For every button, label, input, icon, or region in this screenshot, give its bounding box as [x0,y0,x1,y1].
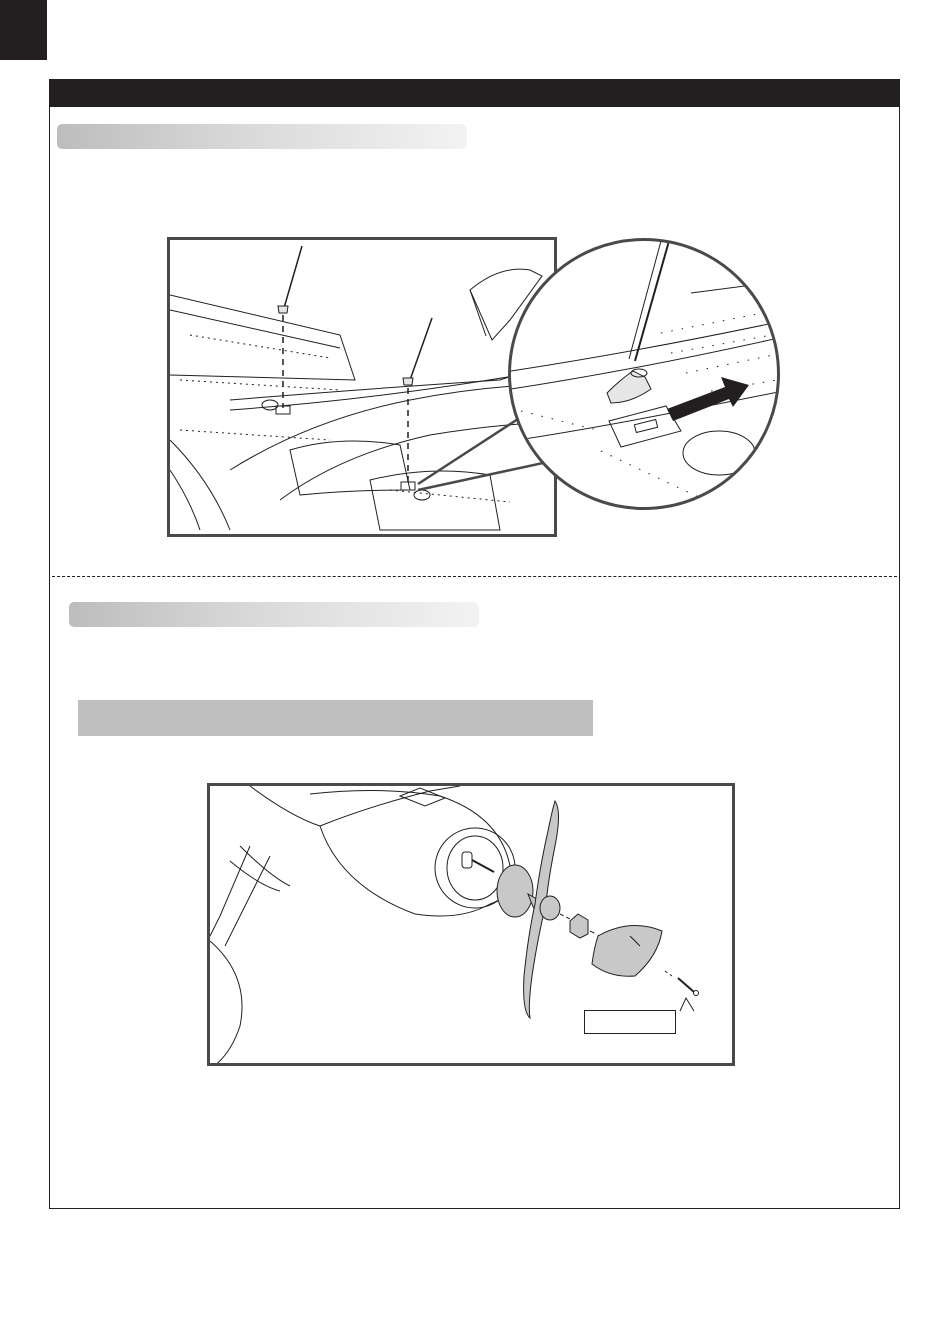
page-tab-marker [0,0,47,60]
note-bar [78,700,593,736]
insert-arrow-icon [667,377,749,421]
section-divider [52,576,897,577]
section-header-bar [49,79,900,107]
step2-title-pill [69,602,479,627]
wing-illustration [170,240,557,537]
antenna-install-figure [167,237,557,537]
screw-callout-label [584,1010,676,1034]
antenna-detail-illustration [511,241,780,510]
step1-title-pill [57,124,467,149]
antenna-detail-magnifier [508,238,780,510]
